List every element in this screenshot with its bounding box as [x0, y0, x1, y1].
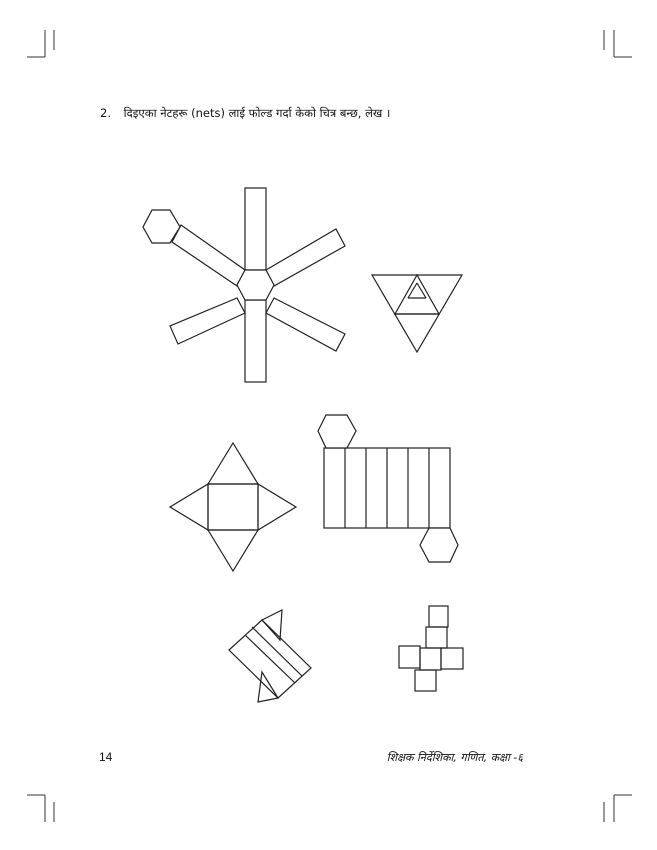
square-pyramid-net [170, 443, 296, 571]
triangular-prism-net [229, 610, 311, 702]
cube-net [399, 606, 463, 691]
question-text: दिइएका नेटहरू (nets) लाई फोल्ड गर्दा केको चित्र बन्छ, लेख । [123, 106, 391, 120]
hexagonal-prism-net-star [143, 188, 345, 382]
tetrahedron-net [372, 275, 462, 352]
running-footer-title: शिक्षक निर्देशिका, गणित, कक्षा -६ [386, 751, 523, 764]
hexagonal-prism-net [318, 415, 458, 562]
page-number: 14 [99, 750, 113, 764]
question-number: 2. [100, 106, 111, 120]
